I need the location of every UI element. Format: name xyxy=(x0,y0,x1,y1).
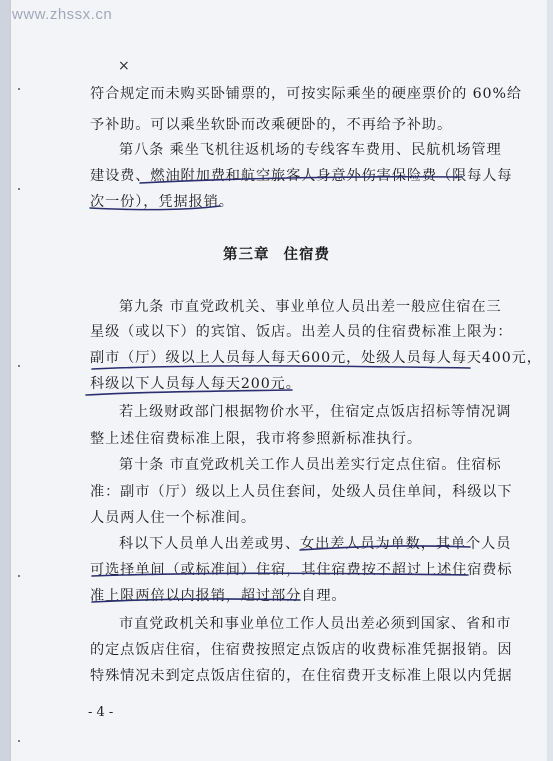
text-line: 若上级财政部门根据物价水平，住宿定点饭店招标等情况调 xyxy=(119,404,512,420)
pen-underline xyxy=(90,206,220,210)
chapter-title: 住宿费 xyxy=(283,247,330,263)
text-line: 市直党政机关和事业单位工作人员出差必须到国家、省和市 xyxy=(119,616,512,632)
pen-underline xyxy=(86,390,292,395)
text-line: 建设费、燃油附加费和航空旅客人身意外伤害保险费（限每人每 xyxy=(90,168,513,184)
text-line: 予补助。可以乘坐软卧而改乘硬卧的，不再给予补助。 xyxy=(90,117,453,133)
text-line: 特殊情况未到定点饭店住宿的，在住宿费开支标准上限以内凭据 xyxy=(90,668,513,684)
text-line: 人员两人住一个标准间。 xyxy=(90,510,256,526)
pen-underline xyxy=(92,599,300,602)
text-line: 第十条 市直党政机关工作人员出差实行定点住宿。住宿标 xyxy=(119,457,502,473)
text-line: 科以下人员单人出差或男、女出差人员为单数，其单个人员 xyxy=(119,536,512,552)
text-line: 星级（或以下）的宾馆、饭店。出差人员的住宿费标准上限为： xyxy=(90,324,513,340)
text-line: 整上述住宿费标准上限，我市将参照新标准执行。 xyxy=(90,431,422,447)
page-number: - 4 - xyxy=(88,705,114,720)
text-line: 科级以下人员每人每天200元。 xyxy=(90,376,301,392)
pen-underline xyxy=(92,573,468,576)
text-line: 次一份），凭据报销。 xyxy=(90,194,234,210)
margin-mark: × xyxy=(118,58,130,74)
watermark: www.zhssx.cn xyxy=(12,6,113,23)
text-line: 第九条 市直党政机关、事业单位人员出差一般应住宿在三 xyxy=(119,299,502,315)
pen-underline xyxy=(140,177,462,183)
text-line: 准上限两倍以内报销，超过部分自理。 xyxy=(90,588,347,604)
text-line: 第八条 乘坐飞机往返机场的专线客车费用、民航机场管理 xyxy=(119,142,502,158)
text-line: 的定点饭店住宿，住宿费按照定点饭店的收费标准凭据报销。因 xyxy=(90,642,513,658)
text-line: 可选择单间（或标准间）住宿，其住宿费按不超过上述住宿费标 xyxy=(90,562,513,578)
pen-underline xyxy=(300,546,470,550)
text-line: 副市（厅）级以上人员每人每天600元，处级人员每人每天400元， xyxy=(90,350,542,366)
pen-underline xyxy=(92,366,470,369)
chapter-number: 第三章 xyxy=(223,247,270,263)
text-line: 准：副市（厅）级以上人员住套间，处级人员住单间，科级以下 xyxy=(90,484,513,500)
text-line: 符合规定而未购买卧铺票的，可按实际乘坐的硬座票价的 60%给 xyxy=(90,86,522,102)
